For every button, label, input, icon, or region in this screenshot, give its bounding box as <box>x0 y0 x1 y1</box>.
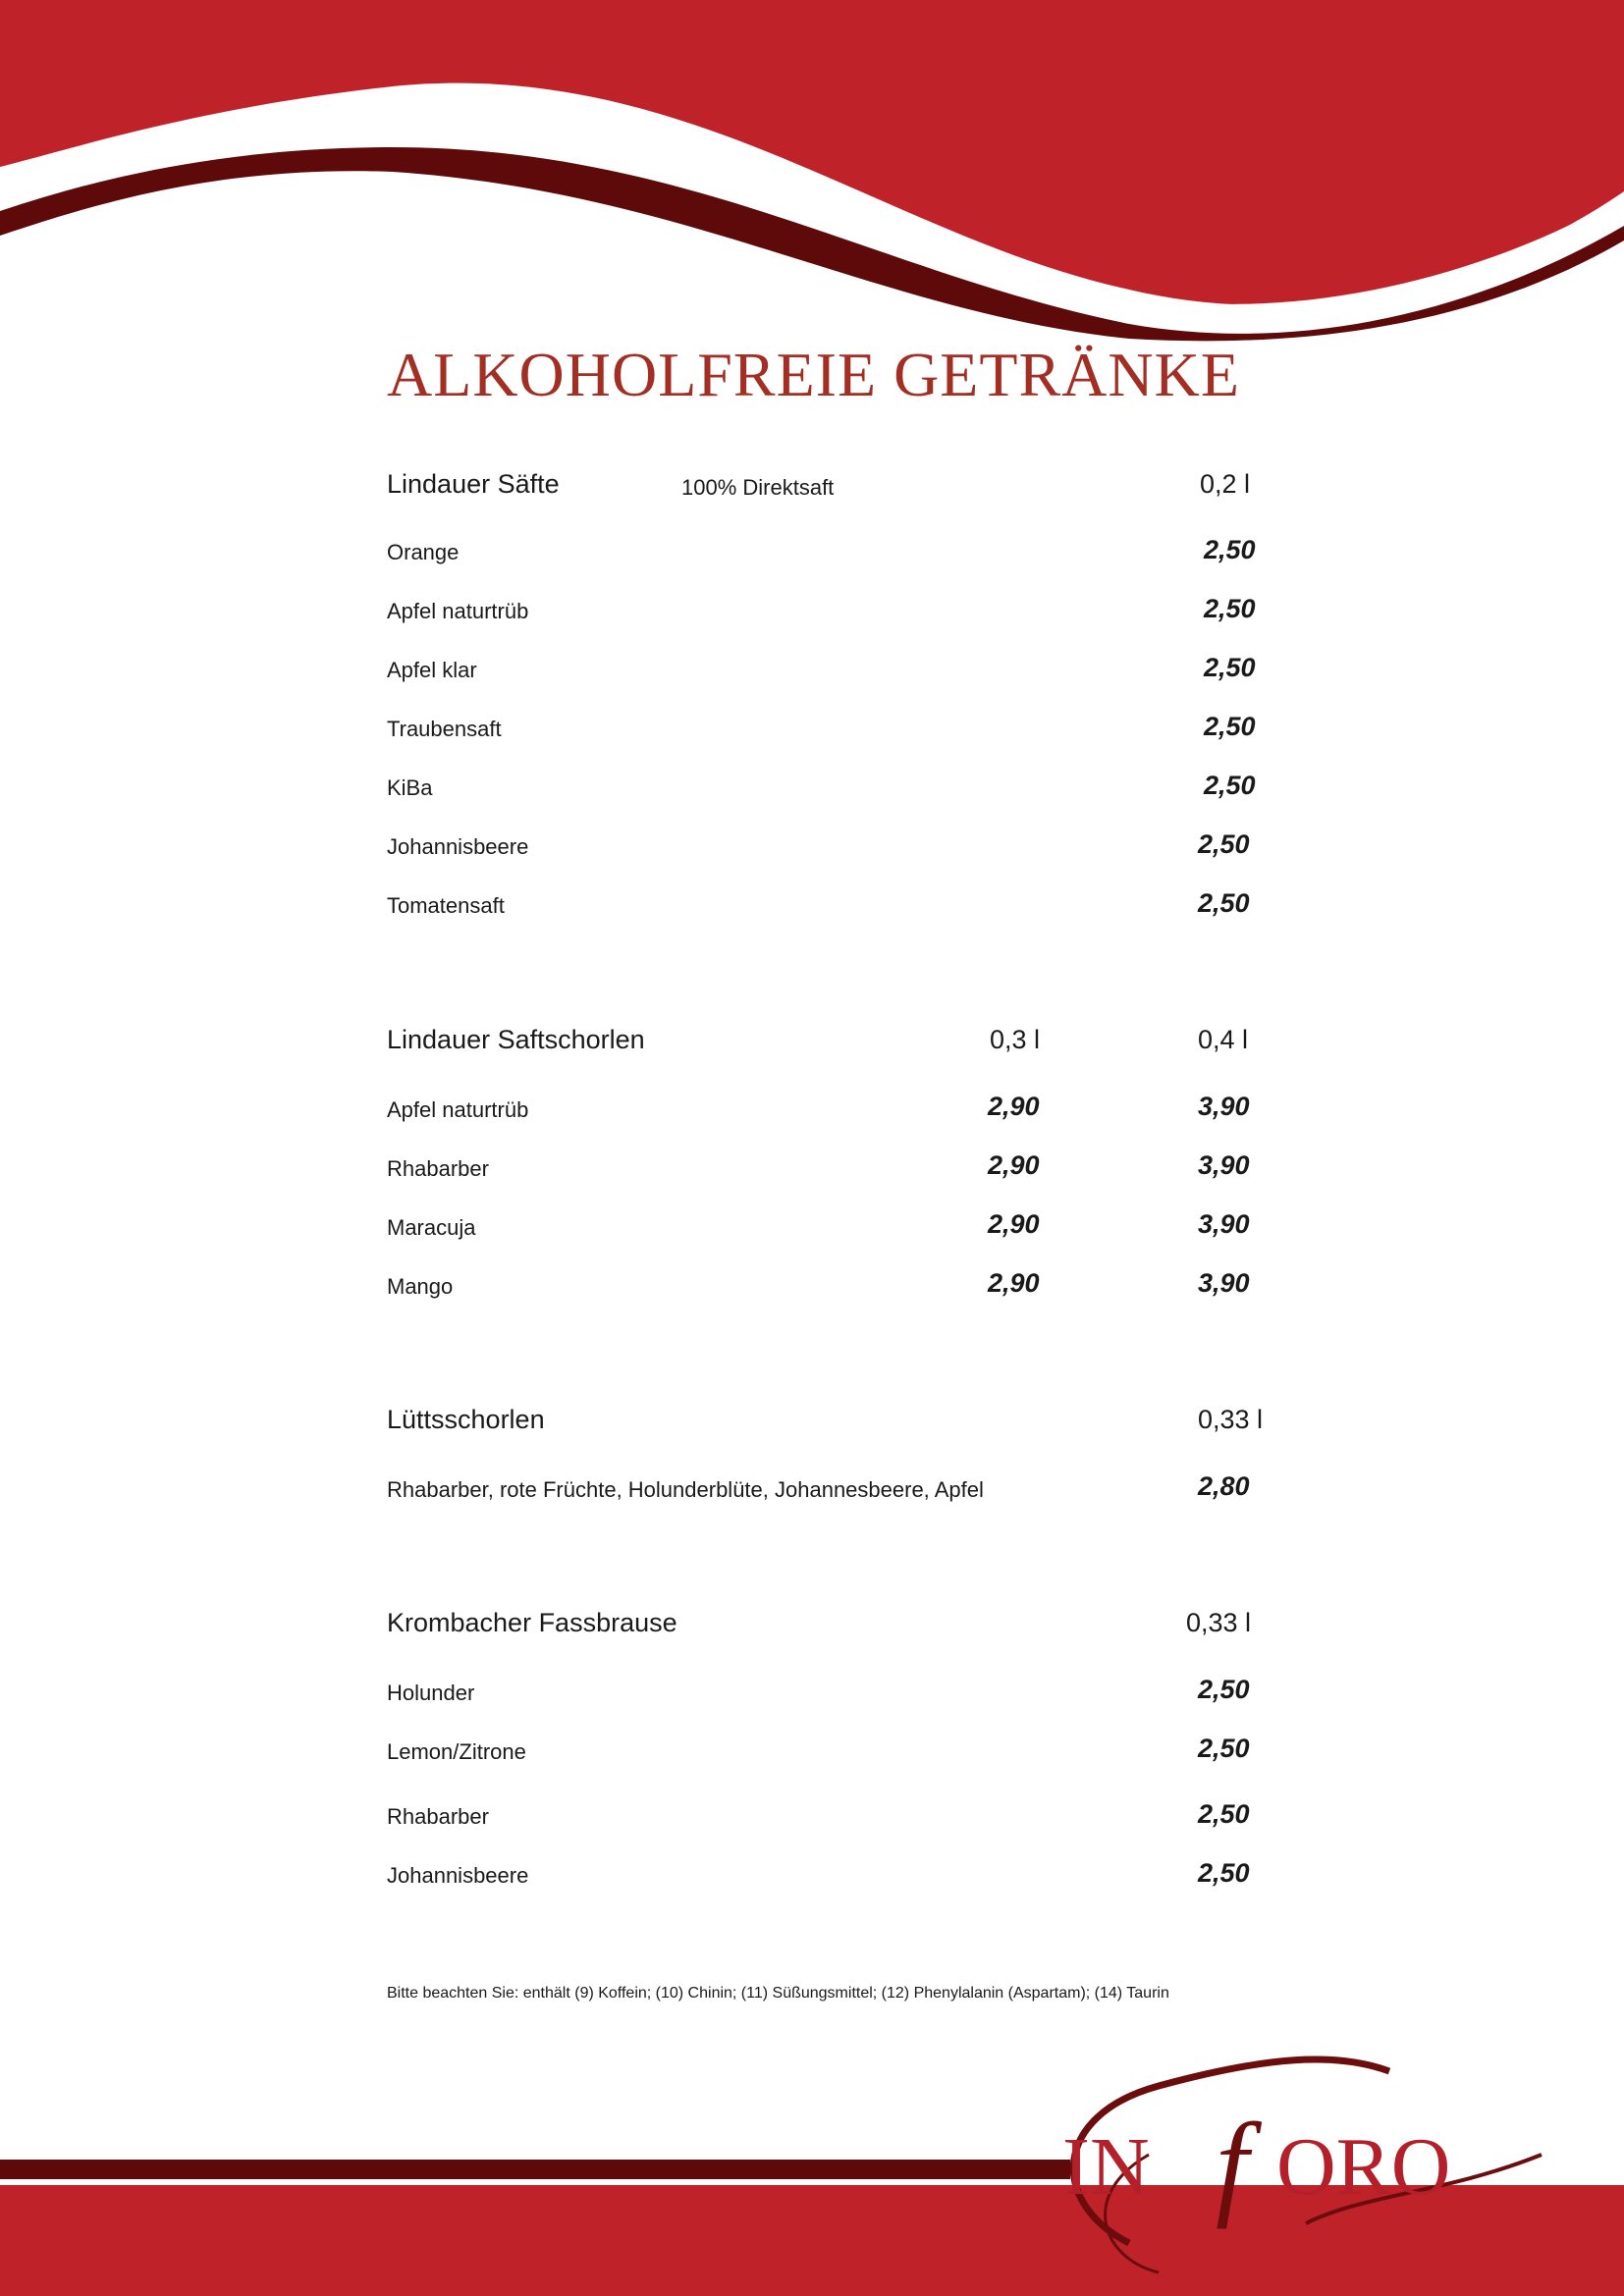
section-header-schorlen: Lindauer Saftschorlen <box>387 1025 645 1054</box>
item-price: 2,50 <box>1204 771 1256 800</box>
allergen-note: Bitte beachten Sie: enthält (9) Koffein; (10) Chinin; (11) Süßungsmittel; (12) Phenylalanin (Aspartam); (14) Taurin <box>387 1985 1169 2002</box>
item-price: 2,50 <box>1198 888 1250 918</box>
item-price: 2,50 <box>1204 712 1256 741</box>
list-item: Johannisbeere <box>387 1863 529 1888</box>
item-price: 2,50 <box>1198 1858 1250 1888</box>
fassbrause-size: 0,33 l <box>1186 1608 1252 1637</box>
section-header-luett: Lüttsschorlen <box>387 1405 545 1434</box>
list-item: Rhabarber, rote Früchte, Holunderblüte, Johannesbeere, Apfel <box>387 1477 984 1502</box>
section-header-saefte: Lindauer Säfte <box>387 469 560 499</box>
list-item: Tomatensaft <box>387 893 505 918</box>
schorlen-size-2: 0,4 l <box>1198 1025 1249 1054</box>
list-item: Rhabarber <box>387 1804 489 1829</box>
item-price: 2,80 <box>1198 1471 1250 1501</box>
item-price: 2,50 <box>1204 535 1256 564</box>
item-price: 2,50 <box>1198 829 1250 859</box>
item-price: 2,90 <box>988 1209 1040 1239</box>
item-price: 3,90 <box>1198 1150 1250 1180</box>
item-price: 2,50 <box>1204 653 1256 682</box>
list-item: Rhabarber <box>387 1156 489 1181</box>
saefte-subtitle: 100% Direktsaft <box>681 475 835 500</box>
item-price: 2,90 <box>988 1268 1040 1298</box>
item-price: 2,90 <box>988 1150 1040 1180</box>
logo-text-left: IN <box>1062 2121 1150 2213</box>
list-item: Orange <box>387 540 460 564</box>
list-item: Apfel naturtrüb <box>387 599 529 623</box>
footer-dark-line <box>0 2160 1070 2179</box>
page-title: ALKOHOLFREIE GETRÄNKE <box>387 340 1240 409</box>
list-item: KiBa <box>387 775 433 800</box>
logo-f-letter: f <box>1216 2099 1249 2229</box>
list-item: Lemon/Zitrone <box>387 1739 526 1764</box>
item-price: 3,90 <box>1198 1268 1250 1298</box>
list-item: Johannisbeere <box>387 834 529 859</box>
item-price: 2,50 <box>1204 594 1256 623</box>
list-item: Traubensaft <box>387 717 502 741</box>
item-price: 2,90 <box>988 1092 1040 1121</box>
brand-logo <box>1011 2047 1561 2296</box>
logo-text-right: ORO <box>1276 2121 1451 2213</box>
list-item: Mango <box>387 1274 454 1299</box>
list-item: Maracuja <box>387 1215 476 1240</box>
list-item: Apfel naturtrüb <box>387 1097 529 1122</box>
saefte-size: 0,2 l <box>1200 469 1251 499</box>
item-price: 3,90 <box>1198 1209 1250 1239</box>
item-price: 2,50 <box>1198 1675 1250 1704</box>
item-price: 2,50 <box>1198 1734 1250 1763</box>
item-price: 2,50 <box>1198 1799 1250 1829</box>
section-header-fassbrause: Krombacher Fassbrause <box>387 1608 677 1637</box>
schorlen-size-1: 0,3 l <box>990 1025 1041 1054</box>
item-price: 3,90 <box>1198 1092 1250 1121</box>
list-item: Apfel klar <box>387 658 477 682</box>
list-item: Holunder <box>387 1681 475 1705</box>
luett-size: 0,33 l <box>1198 1405 1264 1434</box>
